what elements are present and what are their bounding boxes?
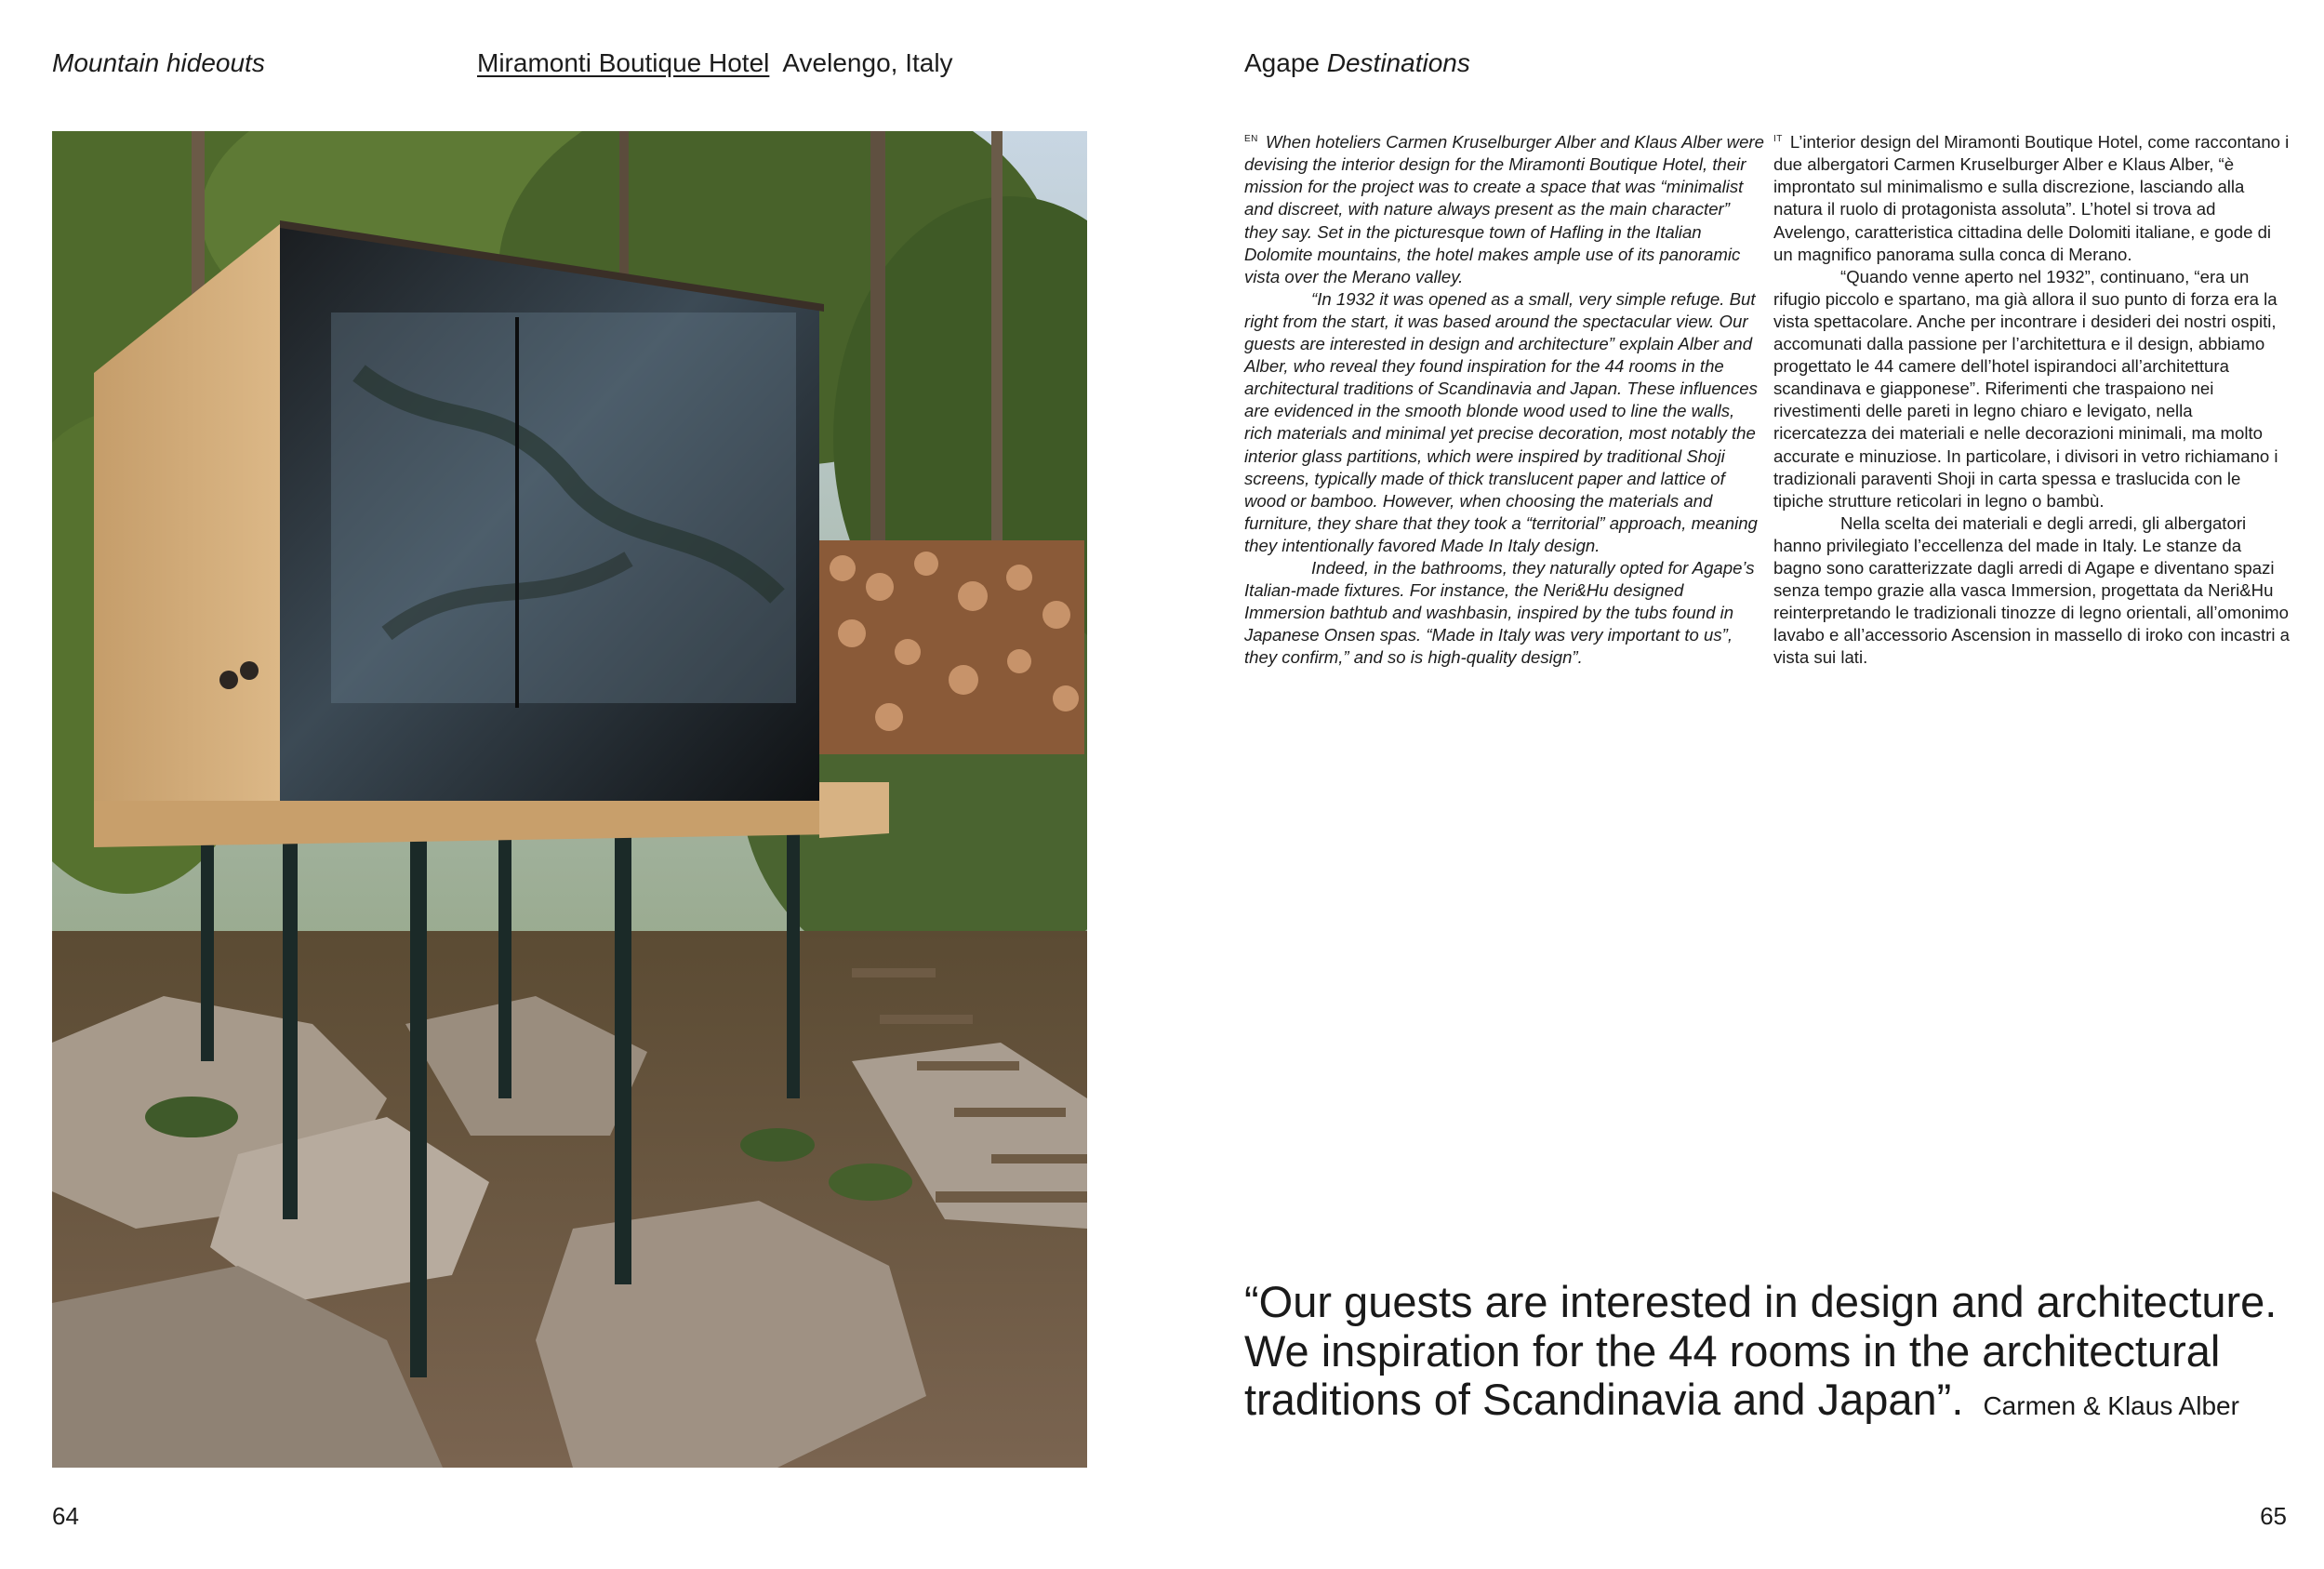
- brand-name: Agape: [1244, 48, 1320, 77]
- brand-series-heading: [1244, 45, 1470, 82]
- hotel-photo: [52, 131, 1087, 1468]
- italian-paragraph: Nella scelta dei materiali e degli arredi, gli albergatori hanno privilegiato l’eccellenza del made in Italy. Le stanze da bagno sono caratterizzate dagli arredi di Agape e diventano spazi senza tempo grazie alla vasca Immersion, progettata da Neri&Hu reinterpretando le tradizionali tinozze di legno orientali, all’omonimo lavabo e all’accessorio Ascension in massello di iroko con incastri a vista sui lati.: [1773, 512, 2290, 668]
- cabin-forest-illustration: [52, 131, 1087, 1468]
- hotel-location: Avelengo, Italy: [782, 48, 953, 77]
- series-name: Destinations: [1326, 48, 1470, 77]
- italian-language-tag: IT: [1773, 134, 1783, 144]
- hotel-name-link[interactable]: Miramonti Boutique Hotel: [477, 48, 770, 77]
- english-paragraph: $^{EN}$ When hoteliers Carmen Kruselburger Alber and Klaus Alber were devising the interior design for the Miramonti Boutique Hotel, their mission for the project was to create a space that was “minimalist and discreet, with nature always present as the main character” they say. Set in the picturesque town of Hafling in the Italian Dolomite mountains, the hotel makes ample use of its panoramic vista over the Merano valley.: [1244, 132, 1764, 286]
- italian-paragraph: $^{IT}$ L’interior design del Miramonti Boutique Hotel, come raccontano i due albergatori Carmen Kruselburger Alber e Klaus Alber, “è improntato sul minimalismo e sulla discrezione, lasciando alla natura il ruolo di protagonista assoluta”. L’hotel si trova ad Avelengo, caratteristica cittadina delle Dolomiti italiane, e gode di un magnifico panorama sulla conca di Merano.: [1773, 132, 2290, 264]
- pull-quote-attribution: Carmen & Klaus Alber: [1983, 1391, 2239, 1420]
- section-title: Mountain hideouts: [52, 48, 265, 77]
- page-number-left: 64: [52, 1502, 79, 1530]
- hotel-heading: [477, 45, 953, 82]
- italian-paragraph: “Quando venne aperto nel 1932”, continuano, “era un rifugio piccolo e spartano, ma già allora il suo punto di forza era la vista spettacolare. Anche per incontrare i desideri dei nostri ospiti, accomunati dalla passione per l’architettura e il design, abbiamo progettato le 44 camere dell’hotel ispirandoci all’architettura scandinava e giapponese”. Riferimenti che traspaiono nei rivestimenti delle pareti in legno chiaro e levigato, nella ricercatezza dei materiali e nelle decorazioni minimali, ma molto accurate e minuziose. In particolare, i divisori in vetro richiamano i tradizionali paraventi Shoji in carta spessa e traslucida con le tipiche strutture reticolari in legno o bambù.: [1773, 266, 2278, 511]
- pull-quote-text: “Our guests are interested in design and architecture. We inspiration for the 44 rooms in the architectural traditions of Scandinavia and Japan”.: [1244, 1277, 2278, 1424]
- italian-article-column: [1773, 128, 2290, 669]
- english-article-column: [1244, 128, 1767, 669]
- english-paragraph: “In 1932 it was opened as a small, very simple refuge. But right from the start, it was based around the spectacular view. Our guests are interested in design and architecture” explain Alber and Alber, who reveal they found inspiration for the 44 rooms in the architectural traditions of Scandinavia and Japan. These influences are evidenced in the smooth blonde wood used to line the walls, rich materials and minimal yet precise decoration, most notably the interior glass partitions, which were inspired by traditional Shoji screens, typically made of thick translucent paper and lattice of wood or bamboo. However, when choosing the materials and furniture, they share that they took a “territorial” approach, meaning they intentionally favored Made In Italy design.: [1244, 288, 1758, 555]
- english-paragraph: Indeed, in the bathrooms, they naturally opted for Agape’s Italian-made fixtures. For instance, the Neri&Hu designed Immersion bathtub and washbasin, inspired by the tubs found in Japanese Onsen spas. “Made in Italy was very important to us”, they confirm,” and so is high-quality design”.: [1244, 557, 1755, 668]
- english-language-tag: EN: [1244, 134, 1258, 144]
- page-number-right: 65: [2260, 1502, 2287, 1530]
- pull-quote: [1244, 1278, 2286, 1431]
